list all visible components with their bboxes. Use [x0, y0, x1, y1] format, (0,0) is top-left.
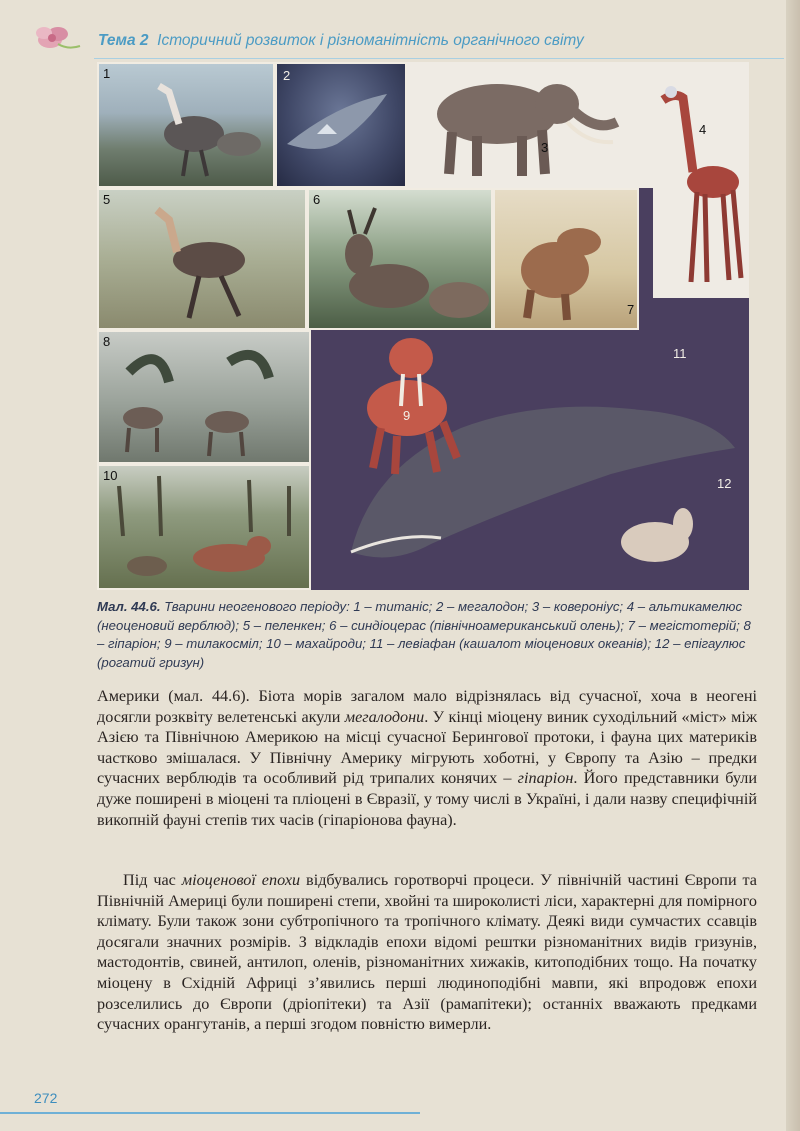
paragraph-2-part-1: Під час — [123, 871, 182, 889]
phorusrhacos-illustration — [99, 190, 307, 330]
figure-panel-5 — [97, 188, 307, 330]
paragraph-1-part-2: . У кінці міоцену виник суходільний «міст» між Азією та Північною Америкою на місці сучасної Берингової протоки, і фауна цих материків частково змішалася. У Північну Америку мігрують хоботні, у Європу та Азію – предки сучасних верблюдів та особливий рід трипалих конячих – — [97, 707, 757, 788]
panel-number-6: 6 — [313, 192, 321, 207]
paragraph-1-part-1: Америки (мал. 44.6). Біота морів загалом мало відрізнялась від сучасної, хоча в неогені досягли розквіту велетенські акули — [97, 687, 757, 726]
panel-number-4: 4 — [699, 122, 707, 137]
hipparion-illustration — [99, 332, 311, 464]
panel-number-12: 12 — [717, 476, 732, 491]
footer-rule — [0, 1112, 420, 1114]
figure-panel-8 — [97, 330, 311, 464]
term-hipparion: гіпаріон — [517, 769, 574, 788]
panel-number-3: 3 — [541, 140, 549, 155]
aepycamelus-illustration — [653, 62, 749, 298]
page-number: 272 — [34, 1090, 58, 1106]
panel-number-9: 9 — [403, 408, 411, 423]
paragraph-2-part-2: відбувались горотворчі процеси. У північній частині Європи та Північній Америці були поширені степи, хвойні та широколисті ліси, характерні для помірного клімату. Були також зони субтропічного та тропічного клімату. Деякі види сумчастих ссавців досягали значних розмірів. З відкладів епохи відомі рештки різноманітних видів гризунів, мастодонтів, свиней, антилоп, оленів, різноманітних хижаків, китоподібних тощо. На початку міоцену в Східній Африці з’явились перші людиноподібні мавпи, які впродовж епохи розселились до Європи (дріопітеки) та Азії (рамапітеки); останніх вважають предками сучасних орангутанів, а перші згодом повністю вимерли. — [97, 871, 757, 1034]
titanis-illustration — [99, 64, 275, 188]
figure-panel-10 — [97, 464, 311, 590]
caption-label: Мал. 44.6. — [97, 599, 161, 614]
panel-number-10: 10 — [103, 468, 118, 483]
paragraph-1 — [97, 686, 757, 830]
panel-number-11: 11 — [673, 346, 687, 361]
megalodon-illustration — [277, 64, 407, 188]
caption-text: Тварини неогенового періоду: 1 – титаніс; 2 – мегалодон; 3 – ковероніус; 4 – альтикамелюс (неоценовий верблюд); 5 – пеленкен; 6 – синдіоцерас (північноамериканський олень); 7 – мегістотерій; 8 – гіпаріон; 9 – тилакосміл; 10 – махайроди; 11 – левіафан (кашалот міоценових океанів); 12 – епігаулюс (рогатий гризун) — [97, 599, 751, 670]
topic-title: Історичний розвиток і різноманітність органічного світу — [157, 32, 584, 49]
flower-icon — [28, 20, 84, 60]
machairodus-illustration — [99, 466, 311, 590]
term-miocene-epoch: міоценової епохи — [181, 871, 301, 889]
panel-number-1: 1 — [103, 66, 111, 81]
page-header — [28, 20, 788, 60]
figure-panel-1 — [97, 62, 275, 188]
paragraph-1-part-3: . Його представники були дуже поширені в міоцені та пліоцені в Євразії, у тому числі в Україні, і дали назву специфічній викопній фауні степів тих часів (гіпаріонова фауна). — [97, 769, 757, 829]
page-edge — [786, 0, 800, 1131]
topic-label: Тема 2 — [98, 32, 149, 49]
figure-caption — [97, 598, 757, 672]
deep-sea-scene — [311, 298, 749, 590]
panel-number-7: 7 — [627, 302, 635, 317]
panel-number-8: 8 — [103, 334, 111, 349]
paragraph-2 — [97, 870, 757, 1035]
figure-panel-4 — [653, 62, 749, 298]
header-title — [98, 32, 584, 50]
figure-neogene-animals — [97, 62, 749, 590]
term-megalodons: мегалодони — [344, 707, 425, 726]
figure-panel-2 — [275, 62, 407, 188]
panel-number-5: 5 — [103, 192, 111, 207]
figure-panel-3 — [407, 62, 653, 188]
header-rule — [94, 58, 784, 59]
cuvieronius-illustration — [407, 62, 653, 188]
panel-number-2: 2 — [283, 68, 291, 83]
